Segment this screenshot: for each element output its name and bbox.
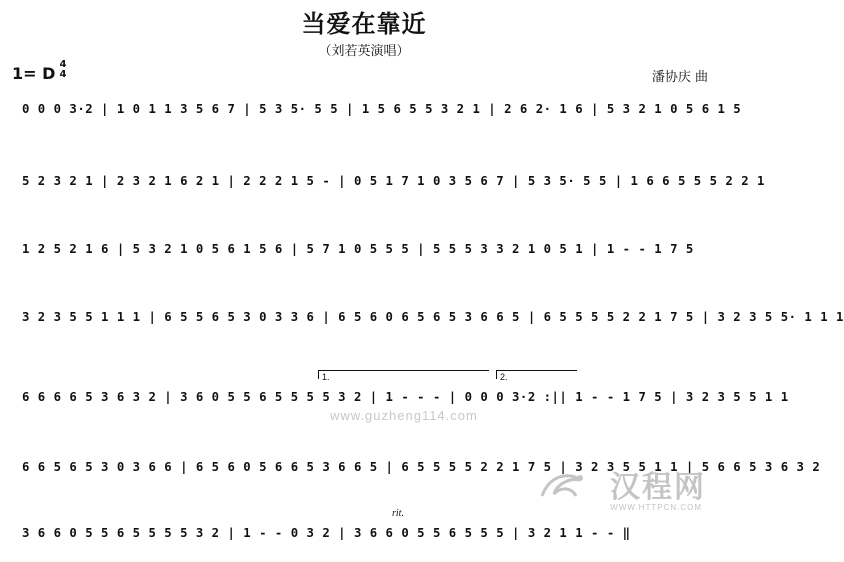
volta-number-2: 2. bbox=[500, 372, 508, 382]
score-line-text: 5 2 3 2 1 | 2 3 2 1 6 2 1 | 2 2 2 1 5 - | 0 5 1 7 1 0 3 5 6 7 | 5 3 5· 5 5 | 1 6 6 5 5 5 2 2 1 bbox=[22, 174, 765, 188]
time-signature-top: 4 bbox=[59, 59, 67, 70]
score-line-text: 1 2 5 2 1 6 | 5 3 2 1 0 5 6 1 5 6 | 5 7 1 0 5 5 5 | 5 5 5 3 3 2 1 0 5 1 | 1 - - 1 7 5 bbox=[22, 242, 694, 256]
key-signature: 1= D bbox=[12, 64, 56, 83]
composer-credit: 潘协庆 曲 bbox=[651, 70, 708, 85]
score-line-4 bbox=[0, 306, 844, 346]
score-line-text: 6 6 6 6 5 3 6 3 2 | 3 6 0 5 5 6 5 5 5 5 3 2 | 1 - - - | 0 0 0 3·2 :|| 1 - - 1 7 5 | 3 2 3 5 5 1 1 bbox=[22, 390, 789, 404]
score-title: 当爱在靠近 bbox=[301, 10, 427, 38]
score-line-2 bbox=[0, 170, 765, 210]
time-signature-bottom: 4 bbox=[59, 69, 67, 80]
logo-name: 汉程网 bbox=[610, 470, 706, 505]
score-line-text: 3 6 6 0 5 5 6 5 5 5 5 3 2 | 1 - - 0 3 2 | 3 6 6 0 5 5 6 5 5 5 | 3 2 1 1 - - ‖ bbox=[22, 526, 631, 540]
score-line-3 bbox=[0, 238, 728, 278]
score-line-text: 3 2 3 5 5 1 1 1 | 6 5 5 6 5 3 0 3 3 6 | 6 5 6 0 6 5 6 5 3 6 6 5 | 6 5 5 5 5 2 2 1 7 5 | 3 2 3 5 5· 1 1 1 bbox=[22, 310, 844, 324]
score-line-7 bbox=[0, 522, 728, 562]
score-line-1 bbox=[0, 98, 742, 138]
site-logo bbox=[536, 460, 706, 512]
time-signature bbox=[56, 60, 70, 80]
watermark-text: www.guzheng114.com bbox=[330, 408, 478, 423]
volta-bracket-1 bbox=[318, 370, 489, 379]
logo-url: WWW.HTTPCN.COM bbox=[610, 503, 702, 512]
score-line-text: 0 0 0 3·2 | 1 0 1 1 3 5 6 7 | 5 3 5· 5 5 | 1 5 6 5 5 3 2 1 | 2 6 2· 1 6 | 5 3 2 1 0 5 6 1 5 bbox=[22, 102, 742, 116]
volta-bracket-2 bbox=[496, 370, 577, 379]
logo-swirl-icon bbox=[536, 466, 588, 506]
volta-number-1: 1. bbox=[322, 372, 330, 382]
score-subtitle: （刘若英演唱） bbox=[318, 44, 410, 59]
score-line-text: 6 6 5 6 5 3 0 3 6 6 | 6 5 6 0 5 6 6 5 3 6 6 5 | 6 5 5 5 5 2 2 1 7 5 | 3 2 3 5 5 1 1 | 5 6 6 5 3 6 3 2 bbox=[22, 460, 821, 474]
ritardando-marking: rit. bbox=[392, 508, 404, 519]
